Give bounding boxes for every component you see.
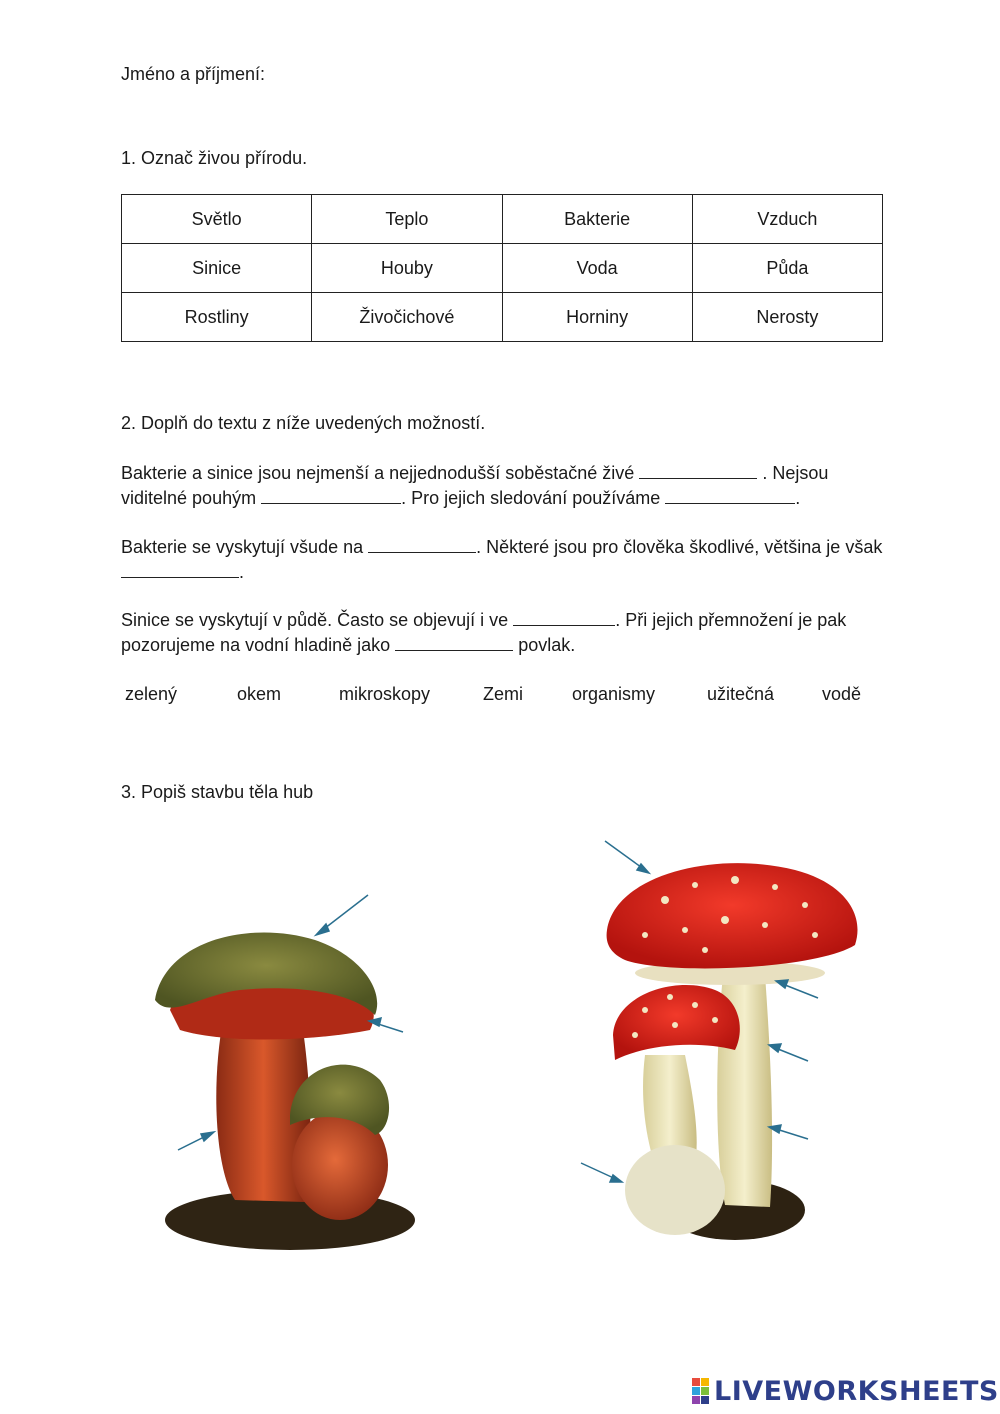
text: . Při jejich přemnožení je pak pozorujeme na vodní hladině jako (121, 610, 847, 655)
paragraph-3 (121, 608, 891, 658)
table-cell[interactable]: Světlo (122, 195, 312, 244)
text: . (239, 562, 245, 582)
table-cell[interactable]: Houby (312, 244, 502, 293)
blank-field[interactable] (665, 487, 795, 504)
volva (625, 1145, 725, 1235)
blank-field[interactable] (639, 462, 757, 479)
table-cell[interactable]: Půda (692, 244, 882, 293)
task2-title: 2. Doplň do textu z níže uvedených možností. (121, 413, 486, 433)
table-cell[interactable]: Sinice (122, 244, 312, 293)
option-word[interactable]: mikroskopy (339, 684, 431, 704)
table-cell[interactable]: Nerosty (692, 293, 882, 342)
text: Sinice se vyskytují v půdě. Často se objevují i ve (121, 610, 509, 630)
paragraph-1 (121, 461, 891, 511)
table-cell[interactable]: Vzduch (692, 195, 882, 244)
table-cell[interactable]: Rostliny (122, 293, 312, 342)
table-cell[interactable]: Voda (502, 244, 692, 293)
text: . Některé jsou pro člověka škodlivé, většina je však (476, 537, 883, 557)
table-row (122, 293, 883, 342)
text: povlak. (518, 635, 576, 655)
liveworksheets-logo (692, 1374, 999, 1408)
option-word[interactable]: okem (237, 684, 282, 704)
option-word[interactable]: užitečná (707, 684, 775, 704)
option-word[interactable]: zelený (125, 684, 178, 704)
task3-title: 3. Popiš stavbu těla hub (121, 782, 314, 802)
text: . (795, 488, 801, 508)
table-cell[interactable]: Horniny (502, 293, 692, 342)
name-label: Jméno a příjmení: (121, 64, 266, 84)
brand-name: LIVEWORKSHEETS (714, 1375, 999, 1407)
table-cell[interactable]: Živočichové (312, 293, 502, 342)
table-cell[interactable]: Bakterie (502, 195, 692, 244)
option-word[interactable]: organismy (572, 684, 656, 704)
nature-table (121, 194, 883, 342)
text: . Pro jejich sledování používáme (401, 488, 661, 508)
text: Bakterie a sinice jsou nejmenší a nejjednodušší soběstačné živé (121, 463, 635, 483)
blank-field[interactable] (513, 609, 615, 626)
table-row (122, 244, 883, 293)
text: . Nejsou viditelné pouhým (121, 463, 829, 508)
fly-agaric-illustration (575, 835, 875, 1260)
logo-mark-icon (692, 1378, 709, 1404)
option-word[interactable]: Zemi (483, 684, 523, 704)
blank-field[interactable] (121, 561, 239, 578)
task1-title: 1. Označ živou přírodu. (121, 148, 308, 168)
text: Bakterie se vyskytují všude na (121, 537, 364, 557)
paragraph-2 (121, 535, 891, 585)
bolete-mushroom-illustration (140, 880, 430, 1260)
table-cell[interactable]: Teplo (312, 195, 502, 244)
table-row (122, 195, 883, 244)
blank-field[interactable] (368, 536, 476, 553)
blank-field[interactable] (261, 487, 401, 504)
option-word[interactable]: vodě (822, 684, 862, 704)
blank-field[interactable] (395, 634, 513, 651)
